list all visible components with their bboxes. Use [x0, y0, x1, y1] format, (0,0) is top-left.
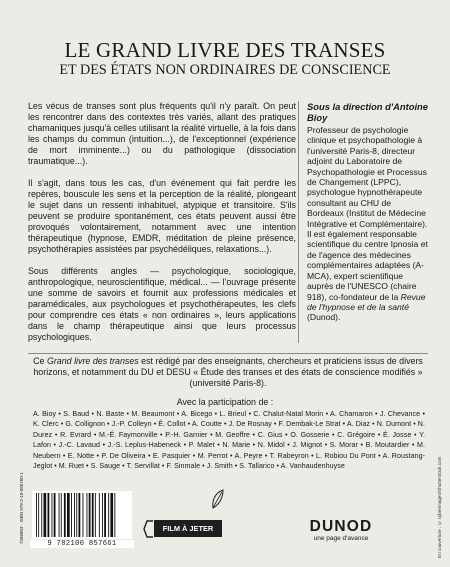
column-divider — [298, 101, 299, 343]
cover-credit: En couverture : © cyberimages/Shutterstock.com — [437, 456, 442, 558]
barcode-number: 9 782100 857661 — [30, 540, 134, 548]
editor-bio — [307, 125, 429, 323]
book-subtitle: ET DES ÉTATS NON ORDINAIRES DE CONSCIENCE — [59, 62, 391, 78]
isbn-vertical-text: 7286803 · ISBN 978-2-10-085760-1 — [19, 472, 24, 544]
film-badge — [143, 513, 238, 545]
leaf-icon — [210, 489, 225, 509]
book-title: LE GRAND LIVRE DES TRANSES — [64, 38, 386, 62]
intro-paragraph — [28, 356, 428, 389]
barcode-icon — [32, 491, 132, 539]
intro-book-title: Grand livre des transes — [46, 356, 139, 366]
intro-text-start: Ce — [33, 356, 47, 366]
barcode — [24, 491, 134, 551]
description-column — [28, 101, 296, 343]
film-label: FILM À JETER — [154, 520, 222, 537]
editor-heading: Sous la direction d'Antoine Bioy — [307, 101, 428, 123]
intro-text-end: est rédigé par des enseignants, chercheurs et praticiens issus de divers horizons, et notamment du DU et DESU « Étude des transes et des états de conscience modifiés » (université Paris-8). — [33, 356, 423, 388]
editor-column — [307, 101, 429, 323]
description-paragraph-1: Les vécus de transes sont plus fréquents qu'il n'y paraît. On peut les rencontrer dans des contextes très variés, allant des pratiques chamaniques jusqu'à celles utilisant la réalité virtuelle, à la fois dans les champs du commun (intuition...), de l'exceptionnel (expérience de mort imminente...) ou du pathologique (dissociation traumatique...). — [28, 101, 296, 166]
participants-list: A. Bioy • S. Baud • N. Baste • M. Beaumont • A. Bicego • L. Brieul • C. Chalut-Natal Morin • A. Chamaron • J. Chevance • K. Clerc • G. Collignon • J.-P. Colleyn • É. Collot • A. Coutte • J. De Rosnay • F. Dembak-Le Strat • A. Diaz • N. Dumont • N. Durez • R. Evrard • M.-É. Faymonville • P.-H. Garnier • M. Geoffre • C. Gius • O. Gosserie • C. Grégoire • É. Josse • Y. Lafon • J.-C. Lavaud • J.-S. Leplus-Habeneck • P. Malet • N. Marie • N. Midol • J. Mignot • S. Morar • B. Moutardier • M. Neubern • E. Notte • P. De Oliveira • E. Pasquier • M. Perrot • A. Peyre • T. Rabeyron • L. Robiou Du Pont • A. Roustang-Jeglot • M. Ruet • S. Sauge • T. Servillat • F. Sinmale • J. Smith • S. Tallarico • A. Vanhaudenhuyse — [33, 410, 425, 471]
editor-bio-end: (Dunod). — [307, 312, 341, 323]
description-paragraph-3: Sous différents angles — psychologique, sociologique, anthropologique, neuroscientifique, médical... — l'ouvrage présente une somme de savoirs et fournit aux professions médicales et paramédicales, aux psychologues et psychothérapeutes, les clefs pour comprendre ces états « non ordinaires », leurs applications dans le champ thérapeutique ainsi que leurs processus psychologiques. — [28, 266, 296, 342]
section-divider — [28, 353, 428, 354]
description-paragraph-2: Il s'agit, dans tous les cas, d'un événement qui fait perdre les repères, bouscule les sens et la perception de la réalité, plongeant le sujet dans un ressenti inhabituel, atypique et transitoire. S'ils peuvent se produire spontanément, ces états peuvent aussi être provoqués volontairement, notamment avec une intention thérapeutique (hypnose, EMDR, méditation de pleine présence, psychothérapies assistées par psychédéliques, relaxations...). — [28, 178, 296, 254]
participants-heading: Avec la participation de : — [176, 397, 274, 407]
publisher-logo: DUNOD — [309, 518, 373, 535]
editor-bio-text: Professeur de psychologie clinique et psychopathologie à l'université Paris-8, directeur adjoint du Laboratoire de Psychopathologie et Processus de Changement (LPPC), psychologue hypnothérapeute consultant au CHU de Bordeaux (Institut de Médecine Intégrative et Complémentaire). Il est également responsable scientifique du centre Ipnosia et de l'agence des médecines complémentaires adaptées (A-MCA), expert scientifique auprès de l'UNESCO (chaire 918), co-fondateur de la — [307, 125, 428, 302]
publisher-tagline: une page d'avance — [313, 535, 369, 542]
editor-bio-journal: Revue de l'hypnose et de la santé — [307, 291, 426, 312]
